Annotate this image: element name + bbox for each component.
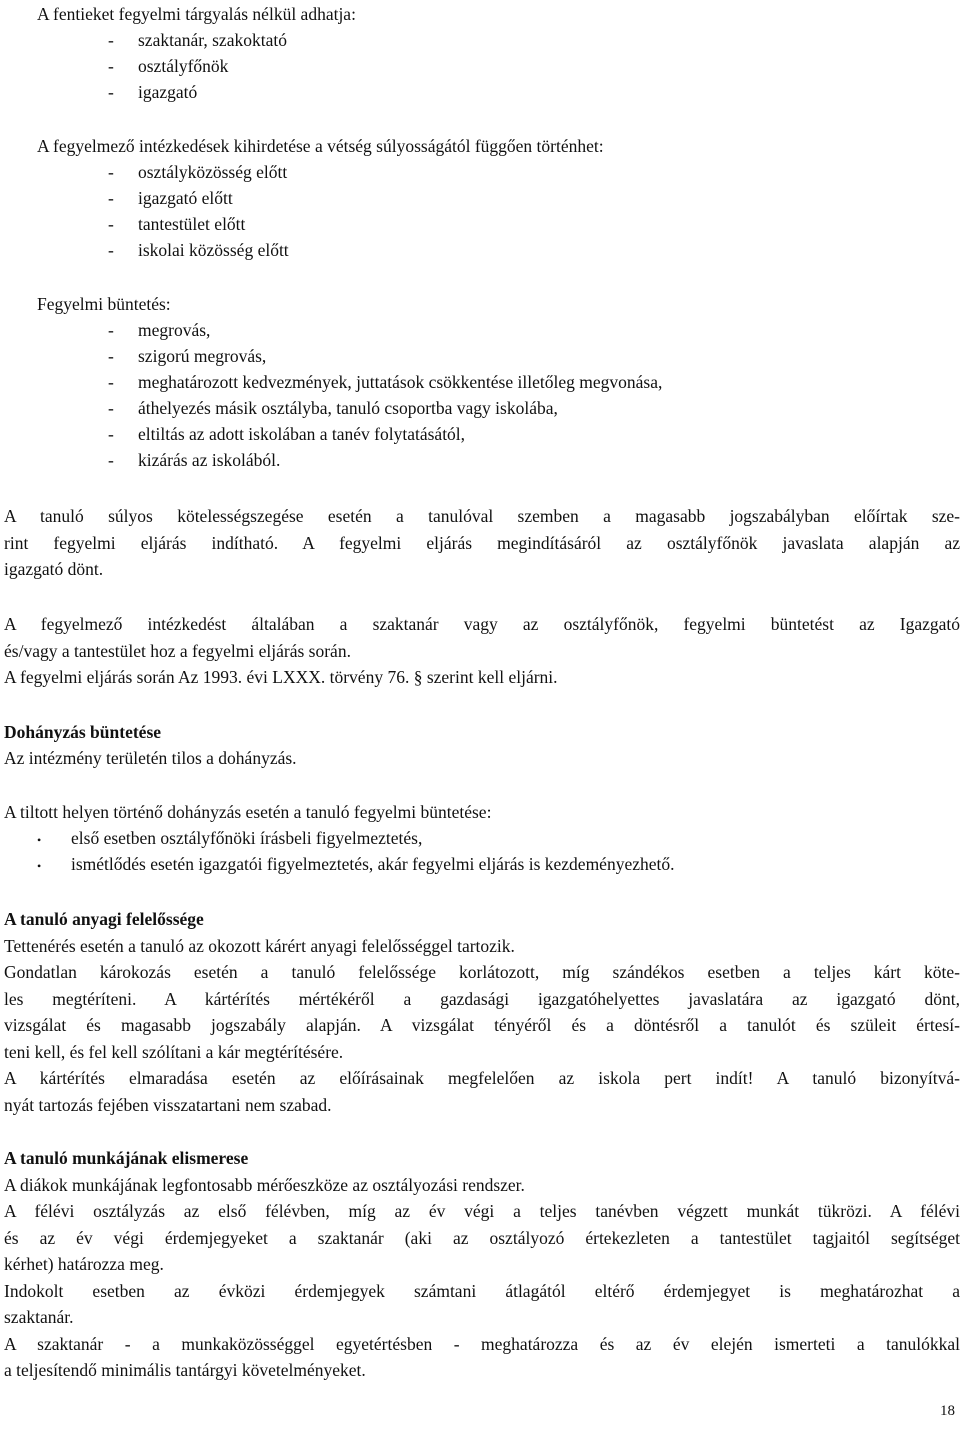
dash-marker: - bbox=[108, 372, 114, 392]
paragraph-line: Gondatlan károkozás esetén a tanuló felelőssége korlátozott, míg szándékos esetben a teljes kárt köte- bbox=[4, 962, 960, 982]
dash-marker: - bbox=[108, 56, 114, 76]
list-item: eltiltás az adott iskolában a tanév folytatásától, bbox=[138, 424, 466, 444]
dash-marker: - bbox=[108, 82, 114, 102]
bullet-marker: • bbox=[37, 833, 42, 847]
paragraph-line: A kártérítés elmaradása esetén az előírásainak megfelelően az iskola pert indít! A tanuló bizonyítvá- bbox=[4, 1068, 960, 1088]
paragraph-line: kérhet) határozza meg. bbox=[4, 1254, 164, 1274]
section-liability bbox=[4, 906, 960, 1118]
paragraph-line: A félévi osztályzás az első félévben, míg az év végi a teljes tanévben végzett munkát tükrözi. A félévi bbox=[4, 1201, 960, 1221]
list-item: szigorú megrovás, bbox=[138, 346, 267, 366]
paragraph-line: és/vagy a tantestület hoz a fegyelmi eljárás során. bbox=[4, 640, 351, 661]
paragraph-line: igazgató dönt. bbox=[4, 559, 104, 579]
list-item: szaktanár, szakoktató bbox=[138, 30, 287, 50]
list-item: igazgató előtt bbox=[138, 188, 233, 208]
bullet-item: ismétlődés esetén igazgatói figyelmeztetés, akár fegyelmi eljárás is kezdeményezhető. bbox=[71, 854, 675, 874]
list-item: megrovás, bbox=[138, 320, 211, 340]
dash-marker: - bbox=[108, 424, 114, 444]
dash-marker: - bbox=[108, 346, 114, 366]
paragraph-line: rint fegyelmi eljárás indítható. A fegyelmi eljárás megindításáról az osztályfőnök javaslata alapján az bbox=[4, 532, 960, 553]
smoking-rule: Az intézmény területén tilos a dohányzás. bbox=[4, 748, 297, 768]
paragraph-line: A szaktanár - a munkaközösséggel egyetértésben - meghatározza és az év elején ismerteti a tanulókkal bbox=[4, 1333, 960, 1354]
list-item: kizárás az iskolából. bbox=[138, 450, 281, 470]
paragraph-line: A tanuló súlyos kötelességszegése esetén a tanulóval szemben a magasabb jogszabályban előírtak sze- bbox=[4, 506, 960, 526]
paragraph-line: nyát tartozás fejében visszatartani nem szabad. bbox=[4, 1094, 332, 1115]
dash-marker: - bbox=[108, 162, 114, 182]
paragraph-line: vizsgálat és magasabb jogszabály alapján. A vizsgálat tényéről és a döntésről a tanulót és szüleit értesí- bbox=[4, 1015, 960, 1035]
paragraph-line: A diákok munkájának legfontosabb mérőeszköze az osztályozási rendszer. bbox=[4, 1174, 525, 1195]
paragraph-line: és az év végi érdemjegyeket a szaktanár (aki az osztályozó értekezleten a tantestület tagjaitól segítséget bbox=[4, 1227, 960, 1248]
list-item: igazgató bbox=[138, 82, 198, 102]
section-heading-recognition: A tanuló munkájának elismerese bbox=[4, 1148, 249, 1168]
list-item: osztályfőnök bbox=[138, 56, 229, 76]
page-number: 18 bbox=[940, 1403, 955, 1419]
section-recognition bbox=[4, 1145, 960, 1384]
section-heading-liability: A tanuló anyagi felelőssége bbox=[4, 909, 204, 929]
paragraph-line: Indokolt esetben az évközi érdemjegyek számtani átlagától eltérő érdemjegyet is meghatározhat a bbox=[4, 1280, 960, 1301]
dash-marker: - bbox=[108, 320, 114, 340]
block3-intro: Fegyelmi büntetés: bbox=[37, 294, 171, 314]
bullet-marker: • bbox=[37, 859, 42, 873]
smoking-intro: A tiltott helyen történő dohányzás esetén a tanuló fegyelmi büntetése: bbox=[4, 802, 492, 822]
paragraph-line: szaktanár. bbox=[4, 1307, 74, 1327]
paragraph-disciplinary-procedure bbox=[4, 503, 960, 583]
dash-marker: - bbox=[108, 188, 114, 208]
paragraph-line: Tettenérés esetén a tanuló az okozott kárért anyagi felelősséggel tartozik. bbox=[4, 935, 515, 956]
dash-marker: - bbox=[108, 30, 114, 50]
list-item: osztályközösség előtt bbox=[138, 162, 288, 182]
list-item: iskolai közösség előtt bbox=[138, 240, 289, 260]
paragraph-line: A fegyelmező intézkedést általában a szaktanár vagy az osztályfőnök, fegyelmi büntetést az Igazgató bbox=[4, 614, 960, 634]
block2-intro: A fegyelmező intézkedések kihirdetése a vétség súlyosságától függően történhet: bbox=[37, 136, 604, 156]
paragraph-line: teni kell, és fel kell szólítani a kár megtérítésére. bbox=[4, 1041, 344, 1062]
section-heading-smoking: Dohányzás büntetése bbox=[4, 722, 162, 742]
paragraph-disciplinary-measures bbox=[4, 611, 960, 691]
dash-marker: - bbox=[108, 450, 114, 470]
paragraph-line: a teljesítendő minimális tantárgyi követelményeket. bbox=[4, 1360, 366, 1380]
dash-marker: - bbox=[108, 398, 114, 418]
paragraph-line: A fegyelmi eljárás során Az 1993. évi LXXX. törvény 76. § szerint kell eljárni. bbox=[4, 667, 558, 687]
bullet-item: első esetben osztályfőnöki írásbeli figyelmeztetés, bbox=[71, 828, 423, 848]
list-item: meghatározott kedvezmények, juttatások csökkentése illetőleg megvonása, bbox=[138, 372, 663, 392]
dash-marker: - bbox=[108, 240, 114, 260]
paragraph-line: les megtéríteni. A kártérítés mértékéről a gazdasági igazgatóhelyettes javaslatára az igazgató dönt, bbox=[4, 988, 960, 1009]
list-item: tantestület előtt bbox=[138, 214, 246, 234]
list-item: áthelyezés másik osztályba, tanuló csoportba vagy iskolába, bbox=[138, 398, 558, 418]
block1-intro: A fentieket fegyelmi tárgyalás nélkül adhatja: bbox=[37, 4, 356, 24]
dash-marker: - bbox=[108, 214, 114, 234]
